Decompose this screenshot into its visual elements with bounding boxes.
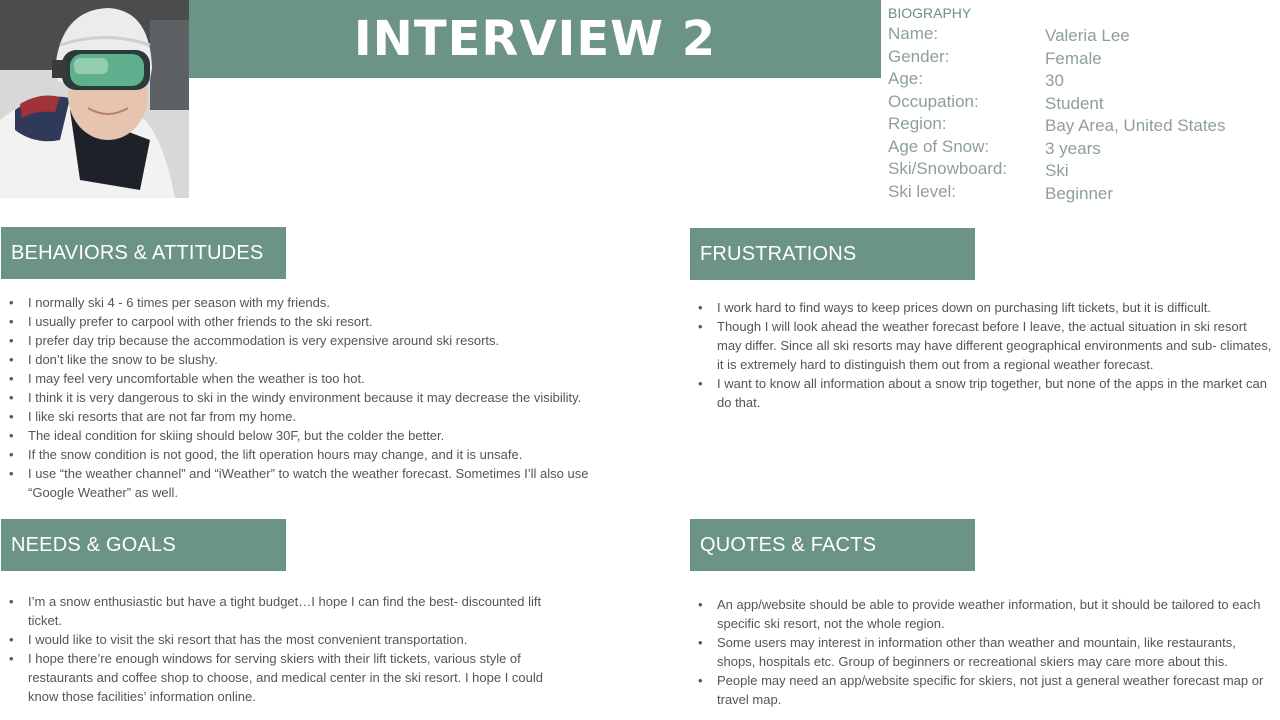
list-item: • I usually prefer to carpool with other friends to the ski resort. [9,312,629,331]
interviewee-photo [0,0,189,198]
bio-row-gender [888,47,1278,70]
list-item: • People may need an app/website specific for skiers, not just a general weather forecast map or travel map. [698,671,1273,709]
list-item: • If the snow condition is not good, the lift operation hours may change, and it is unsafe. [9,445,629,464]
list-item: • I hope there’re enough windows for serving skiers with their lift tickets, various style of restaurants and coffee shop to choose, and medical center in the ski resort. I hope I could know those facilities’ information online. [9,649,569,706]
bio-row-name [888,24,1278,47]
list-item: • I want to know all information about a snow trip together, but none of the apps in the market can do that. [698,374,1273,412]
bio-row-region [888,114,1278,137]
list-item: • An app/website should be able to provide weather information, but it should be tailored to each specific ski resort, not the whole region. [698,595,1273,633]
bio-value: Female [1045,48,1102,68]
behaviors-title: BEHAVIORS & ATTITUDES [11,241,264,264]
bio-value: Valeria Lee [1045,26,1130,45]
list-item: • I would like to visit the ski resort that has the most convenient transportation. [9,630,569,649]
needs-header [1,519,286,571]
list-item: • Some users may interest in information other than weather and mountain, like restaurants, shops, hospitals etc. Group of beginners or recreational skiers may care more about this. [698,633,1273,671]
bio-key: Region: [888,114,947,133]
list-item: • I normally ski 4 - 6 times per season with my friends. [9,293,629,312]
behaviors-list [9,293,629,502]
bio-value: Beginner [1045,183,1114,203]
needs-title: NEEDS & GOALS [11,533,176,556]
quotes-title: QUOTES & FACTS [700,533,877,556]
list-item: • I think it is very dangerous to ski in the windy environment because it may decrease the visibility. [9,388,629,407]
bio-value: Student [1045,93,1104,113]
behaviors-header [1,227,286,279]
frustrations-header [690,228,975,280]
bio-value: 30 [1045,71,1064,90]
bio-row-ski-snowboard [888,159,1278,182]
biography-heading: BIOGRAPHY [888,5,972,21]
bio-key: Age of Snow: [888,136,990,156]
bio-value: Bay Area, United States [1045,116,1226,135]
page-title: INTERVIEW 2 [353,11,717,67]
bio-key: Name: [888,24,939,43]
bio-key: Ski level: [888,181,957,201]
list-item: • I like ski resorts that are not far from my home. [9,407,629,426]
bio-value: 3 years [1045,138,1101,158]
list-item: • I’m a snow enthusiastic but have a tight budget…I hope I can find the best- discounted lift ticket. [9,592,569,630]
list-item: • I don’t like the snow to be slushy. [9,350,629,369]
bio-key: Ski/Snowboard: [888,159,1008,178]
bio-value: Ski [1045,161,1069,180]
quotes-header [690,519,975,571]
title-bar [189,0,881,78]
bio-key: Gender: [888,46,950,66]
bio-key: Age: [888,69,923,88]
frustrations-title: FRUSTRATIONS [700,242,857,265]
skier-portrait-icon [0,0,189,198]
bio-row-occupation [888,92,1278,115]
list-item: • I work hard to find ways to keep prices down on purchasing lift tickets, but it is difficult. [698,298,1273,317]
list-item: • The ideal condition for skiing should below 30F, but the colder the better. [9,426,629,445]
frustrations-list [698,298,1273,412]
bio-row-age [888,69,1278,92]
list-item: • I prefer day trip because the accommodation is very expensive around ski resorts. [9,331,629,350]
bio-key: Occupation: [888,91,979,111]
list-item: • Though I will look ahead the weather forecast before I leave, the actual situation in ski resort may differ. Since all ski resorts may have different geographical environments and sub- climates, it is extremely hard to distinguish them out from a regional weather forecast. [698,317,1273,374]
bio-row-age-of-snow [888,137,1278,160]
quotes-list [698,595,1273,709]
list-item: • I use “the weather channel” and “iWeather” to watch the weather forecast. Sometimes I’ll also use “Google Weather” as well. [9,464,629,502]
bio-row-ski-level [888,182,1278,205]
needs-list [9,592,569,706]
biography-panel [888,5,1278,204]
list-item: • I may feel very uncomfortable when the weather is too hot. [9,369,629,388]
